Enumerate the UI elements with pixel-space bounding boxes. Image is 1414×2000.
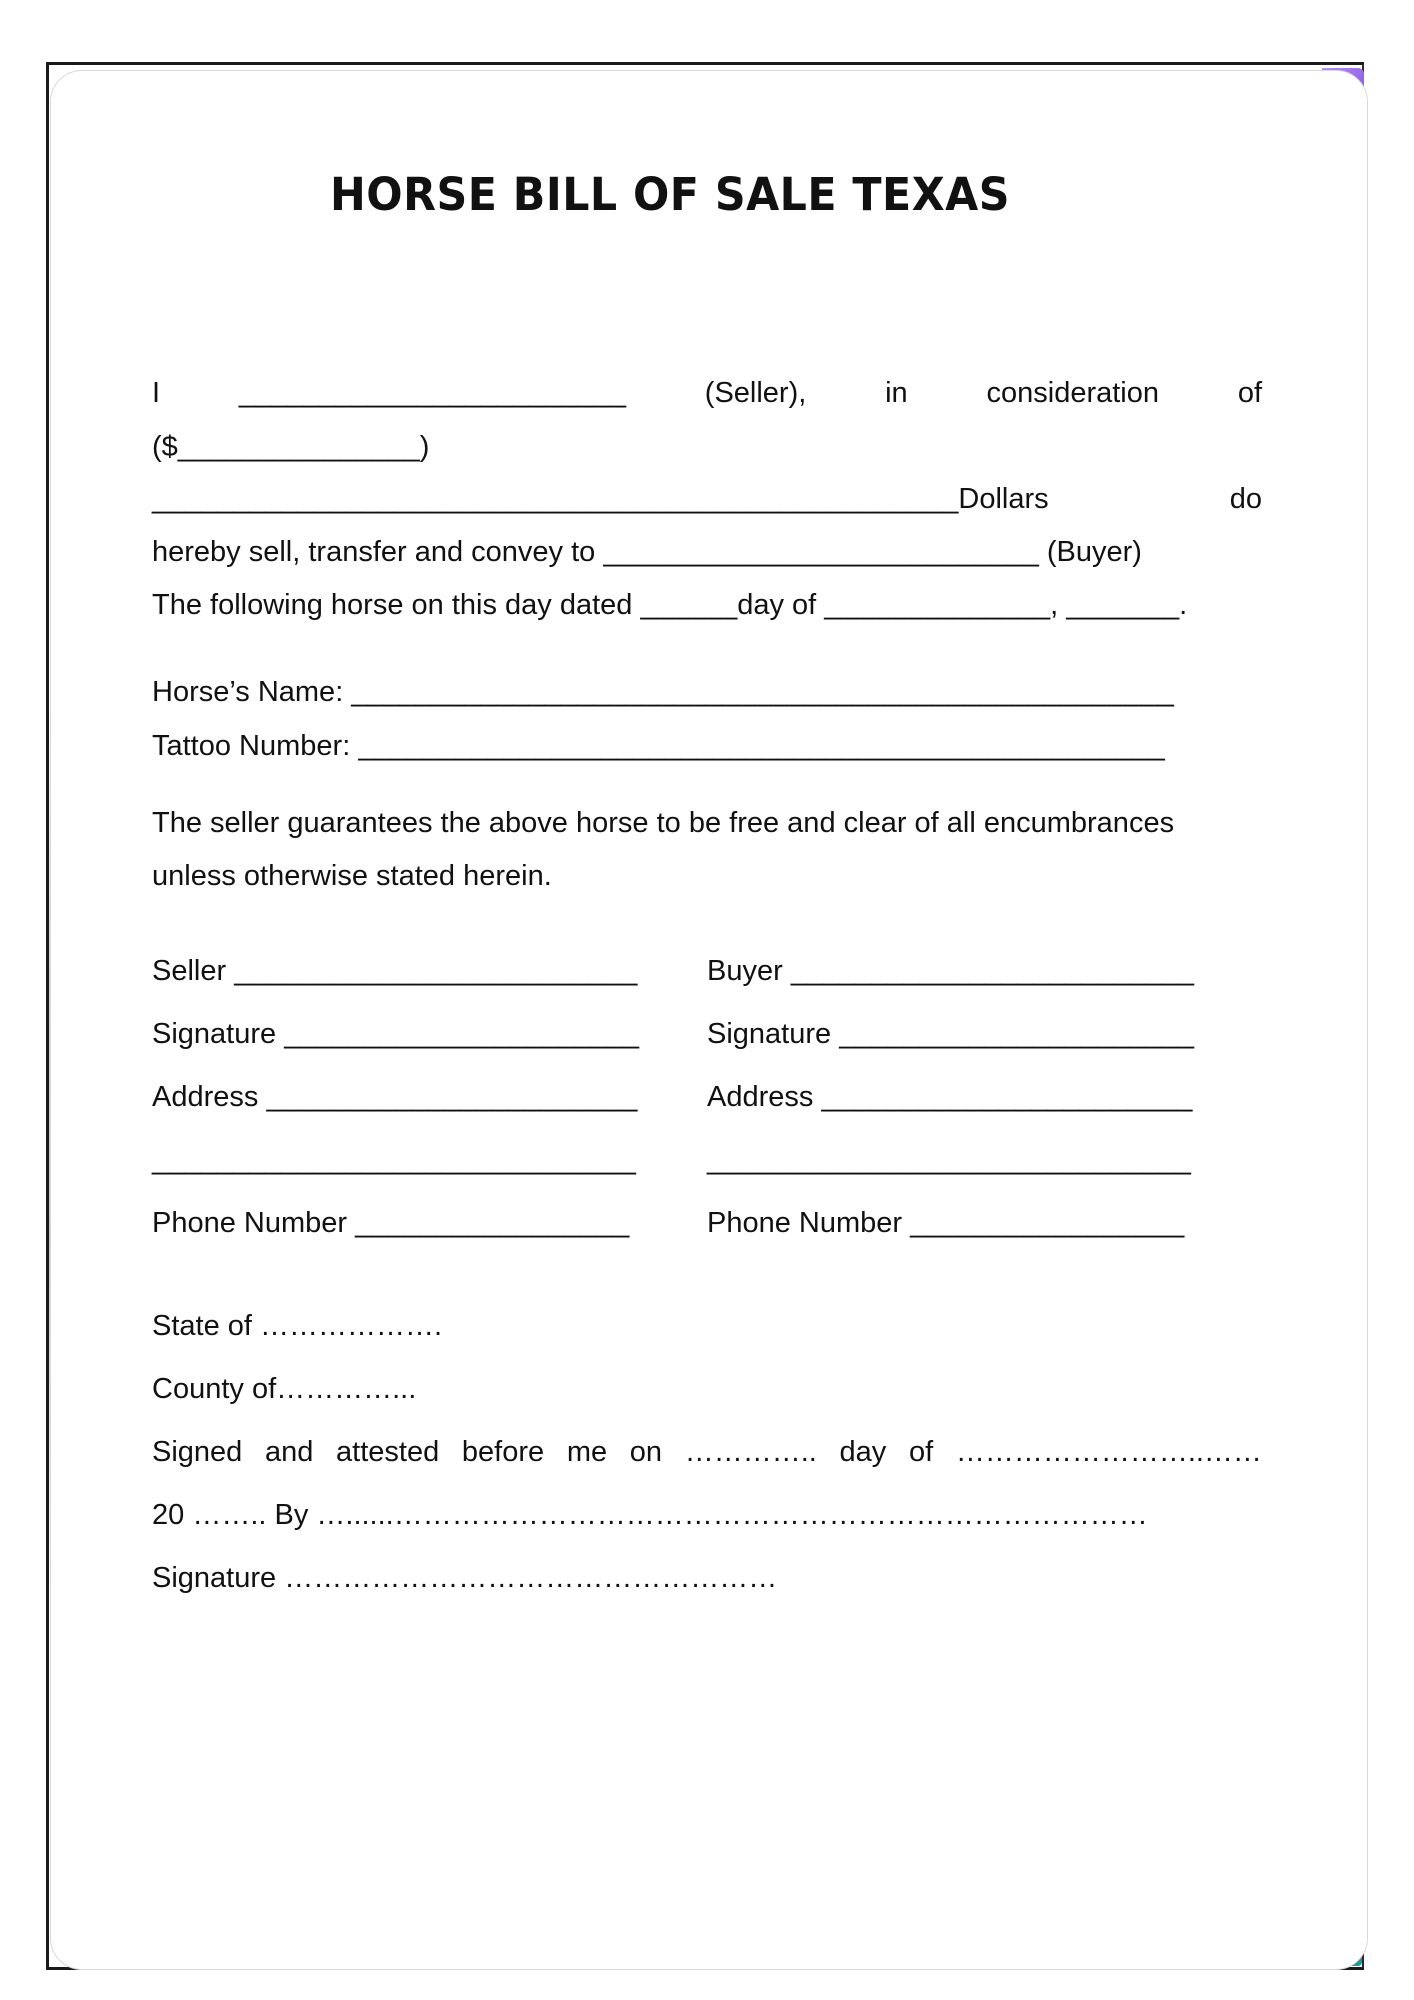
- intro-word-seller: (Seller),: [704, 377, 807, 409]
- notary-word: on: [629, 1436, 663, 1468]
- notary-signature-field[interactable]: Signature ……………………………………………: [152, 1562, 778, 1594]
- buyer-convey-line[interactable]: hereby sell, transfer and convey to ___________________________ (Buyer): [152, 536, 1142, 568]
- amount-blank[interactable]: ($_______________): [152, 431, 430, 463]
- notary-word: me: [566, 1436, 608, 1468]
- intro-seller-line: [152, 373, 1262, 413]
- notary-day-blank[interactable]: …………..: [684, 1436, 817, 1468]
- buyer-phone-field[interactable]: Phone Number _________________: [707, 1207, 1185, 1239]
- notary-word: and: [264, 1436, 314, 1468]
- buyer-field[interactable]: Buyer _________________________: [707, 955, 1195, 987]
- document-title: HORSE BILL OF SALE TEXAS: [330, 168, 1011, 221]
- tattoo-number-field[interactable]: Tattoo Number: __________________________________________________: [152, 730, 1165, 762]
- seller-name-blank[interactable]: ________________________: [238, 377, 626, 409]
- seller-field[interactable]: Seller _________________________: [152, 955, 638, 987]
- intro-word-in: in: [885, 377, 908, 409]
- seller-address-field[interactable]: Address _______________________: [152, 1081, 638, 1113]
- state-of-field[interactable]: State of ……………….: [152, 1310, 443, 1342]
- horse-name-field[interactable]: Horse’s Name: ___________________________________________________: [152, 676, 1174, 708]
- county-of-field[interactable]: County of…………...: [152, 1373, 417, 1405]
- buyer-address-line-2[interactable]: ______________________________: [707, 1144, 1191, 1176]
- guarantee-text-line-1: The seller guarantees the above horse to be free and clear of all encumbrances: [152, 807, 1175, 839]
- buyer-signature-field[interactable]: Signature ______________________: [707, 1018, 1195, 1050]
- notary-word: of: [908, 1436, 934, 1468]
- guarantee-text-line-2: unless otherwise stated herein.: [152, 860, 552, 892]
- intro-word-of: of: [1237, 377, 1262, 409]
- dollars-written-blank[interactable]: __________________________________________________Dollars: [152, 483, 1049, 515]
- intro-word-do: do: [1229, 483, 1262, 515]
- notary-word: before: [461, 1436, 545, 1468]
- buyer-address-field[interactable]: Address _______________________: [707, 1081, 1193, 1113]
- notary-word: attested: [336, 1436, 440, 1468]
- seller-phone-field[interactable]: Phone Number _________________: [152, 1207, 630, 1239]
- notary-word: day: [839, 1436, 887, 1468]
- dollars-line: [152, 479, 1262, 519]
- notary-month-blank[interactable]: ……………………..……: [955, 1436, 1262, 1468]
- seller-signature-field[interactable]: Signature ______________________: [152, 1018, 640, 1050]
- intro-word-i: I: [152, 377, 161, 409]
- signed-attested-line: [152, 1432, 1262, 1472]
- year-by-field[interactable]: 20 …….. By …......……………………………………………………………………: [152, 1499, 1148, 1531]
- notary-word: Signed: [152, 1436, 243, 1468]
- date-line[interactable]: The following horse on this day dated ______day of ______________, _______.: [152, 589, 1188, 621]
- seller-address-line-2[interactable]: ______________________________: [152, 1144, 636, 1176]
- intro-word-consideration: consideration: [986, 377, 1159, 409]
